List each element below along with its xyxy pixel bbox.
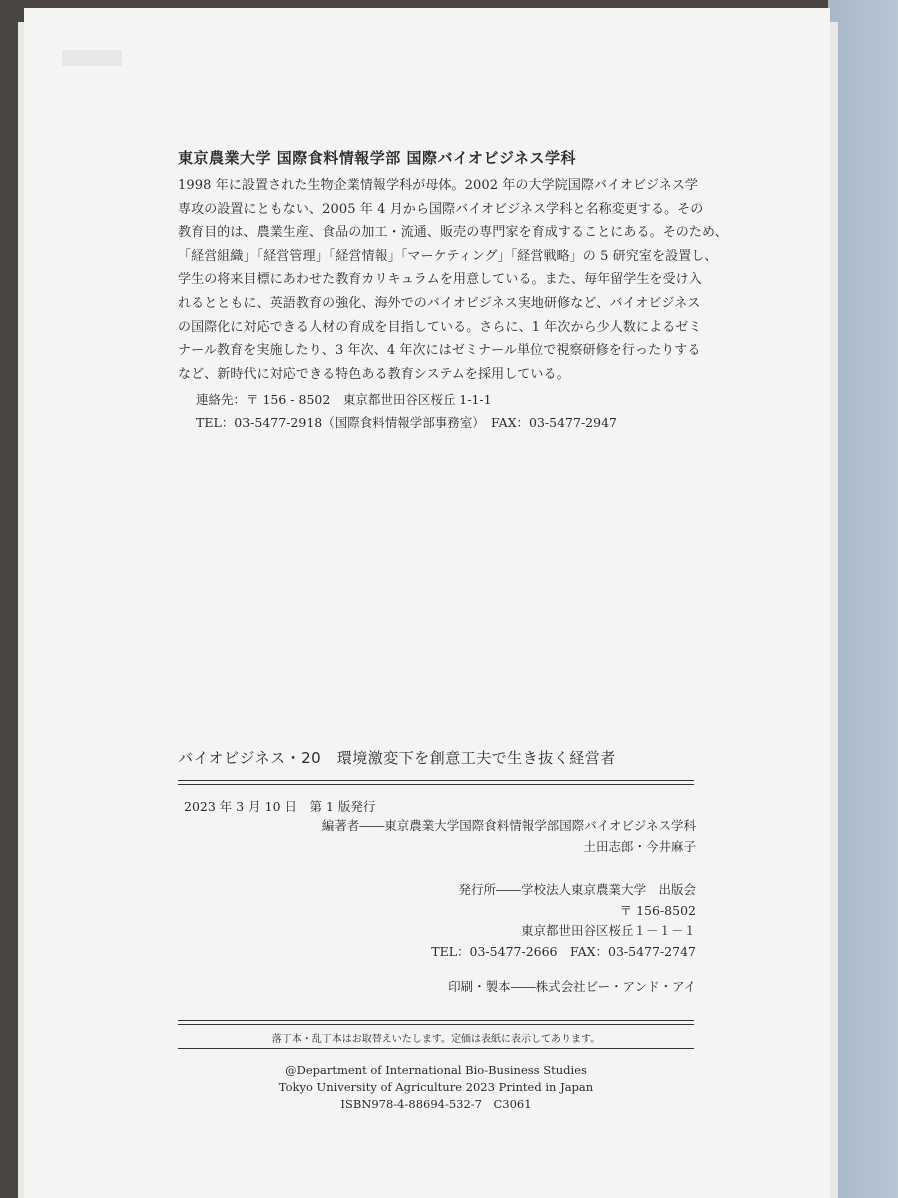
editor-line: 編著者――東京農業大学国際食料情報学部国際バイオビジネス学科 bbox=[321, 818, 696, 833]
copyright-holder: @Department of International Bio-Business Studies bbox=[285, 1063, 587, 1077]
description-line: 「経営組織」「経営管理」「経営情報」「マーケティング」「経営戦略」の 5 研究室を設置し、 bbox=[178, 248, 718, 264]
department-heading: 東京農業大学 国際食料情報学部 国際バイオビジネス学科 bbox=[178, 149, 577, 167]
publisher-address: 東京都世田谷区桜丘１－１－１ bbox=[520, 923, 696, 938]
publication-date: 2023 年 3 月 10 日 第 1 版発行 bbox=[184, 799, 376, 814]
contact-phone: TEL：03-5477-2918（国際食料情報学部事務室） FAX：03-5477-2947 bbox=[196, 415, 617, 430]
description-line: 1998 年に設置された生物企業情報学科が母体。2002 年の大学院国際バイオビジネス学 bbox=[178, 178, 699, 193]
publisher-phone: TEL：03-5477-2666 FAX：03-5477-2747 bbox=[431, 943, 696, 959]
department-description bbox=[178, 174, 728, 386]
isbn: ISBN978-4-88694-532-7 C3061 bbox=[340, 1097, 532, 1111]
faint-running-head bbox=[62, 50, 122, 66]
publisher-postcode: 〒 156-8502 bbox=[619, 902, 696, 918]
description-line: ナール教育を実施したり、3 年次、4 年次にはゼミナール単位で視察研修を行ったりする bbox=[178, 343, 701, 359]
publisher-block bbox=[431, 880, 696, 962]
book-page bbox=[24, 8, 830, 1198]
editor-block bbox=[322, 816, 696, 857]
description-line: れるとともに、英語教育の強化、海外でのバイオビジネス実地研修など、バイオビジネス bbox=[178, 295, 701, 311]
printer-block bbox=[448, 977, 696, 998]
description-line: 学生の将来目標にあわせた教育カリキュラムを用意している。また、毎年留学生を受け入 bbox=[178, 272, 702, 288]
replacement-notice: 落丁本・乱丁本はお取替えいたします。定価は表紙に表示してあります。 bbox=[271, 1034, 601, 1045]
publisher-name: 発行所――学校法人東京農業大学 出版会 bbox=[458, 882, 696, 897]
description-line: 教育目的は、農業生産、食品の加工・流通、販売の専門家を育成することにある。そのため、 bbox=[178, 225, 728, 241]
description-line: 専攻の設置にともない、2005 年 4 月から国際バイオビジネス学科と名称変更する。その bbox=[178, 201, 704, 217]
printer-line: 印刷・製本――株式会社ビー・アンド・アイ bbox=[448, 979, 696, 994]
copyright-block bbox=[178, 1062, 694, 1113]
notice-bottom-rule bbox=[178, 1048, 694, 1049]
authors-line: 土田志郎・今井麻子 bbox=[583, 838, 696, 854]
title-double-rule bbox=[178, 780, 694, 785]
notice-top-rule bbox=[178, 1020, 694, 1025]
book-title: バイオビジネス・20 環境激変下を創意工夫で生き抜く経営者 bbox=[178, 749, 616, 767]
copyright-university: Tokyo University of Agriculture 2023 Printed in Japan bbox=[278, 1080, 594, 1094]
contact-address: 連絡先：〒 156 - 8502 東京都世田谷区桜丘 1-1-1 bbox=[196, 392, 492, 407]
description-line: など、新時代に対応できる特色ある教育システムを採用している。 bbox=[178, 366, 570, 382]
department-contact bbox=[196, 388, 617, 434]
description-line: の国際化に対応できる人材の育成を目指している。さらに、1 年次から少人数によるゼミ bbox=[178, 319, 702, 335]
background-blue-surface bbox=[828, 0, 898, 1198]
